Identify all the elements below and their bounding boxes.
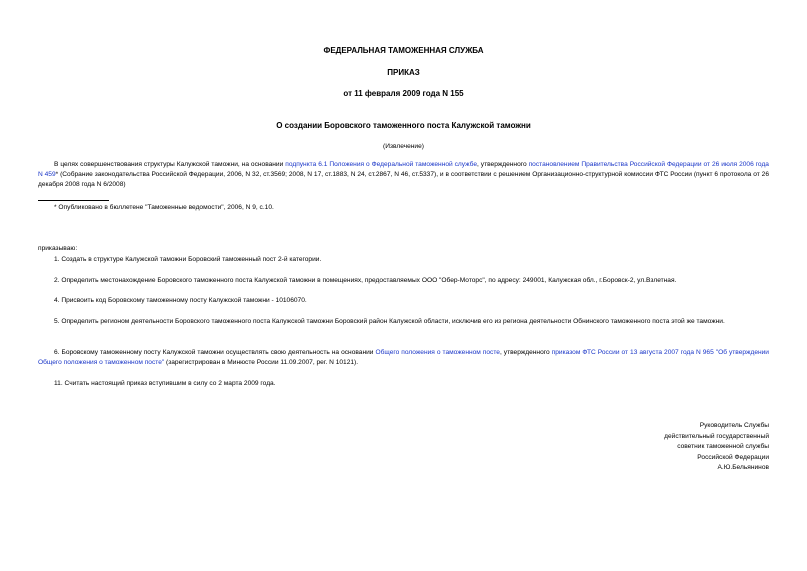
agency-heading: ФЕДЕРАЛЬНАЯ ТАМОЖЕННАЯ СЛУЖБА (323, 46, 484, 55)
order-item-2: 2. Определить местонахождение Боровского таможенного поста Калужской таможни в помещениях, предоставляемых ООО "Обер-Моторс", по адресу: 249001, Калужская обл., г.Боровск-2, ул.Взлетная. (54, 277, 677, 284)
link-general-regulation[interactable]: Общего положения о таможенном посте (375, 349, 500, 356)
order-item-5: 5. Определить регионом деятельности Боровского таможенного поста Калужской таможни Боровский район Калужской области, исключив его из региона деятельности Обнинского таможенного поста этой же таможни. (54, 318, 725, 325)
item-6-text-1: 6. Боровскому таможенному посту Калужской таможни осуществлять свою деятельность на основании (54, 349, 376, 356)
page-title: О создании Боровского таможенного поста Калужской таможни (276, 121, 531, 130)
link-fts-order-965[interactable]: приказом ФТС России от 13 августа 2007 года N 965 "Об утверждении Общего положения о таможенном посте" (38, 349, 769, 366)
document-page (38, 0, 769, 571)
intro-text-3: * (Собрание законодательства Российской Федерации, 2006, N 32, ст.3569; 2008, N 17, ст.1883, N 24, ст.2867, N 46, ст.5337), и в соответствии с решением Организационно-структурной комиссии ФТС России (пункт 6 протокола от 26 декабря 2008 года N 6/2008) (38, 171, 769, 188)
order-word: приказываю: (38, 245, 78, 252)
footnote: * Опубликовано в бюллетене "Таможенные ведомости", 2006, N 9, с.10. (54, 204, 274, 211)
signature-line-1: Руководитель Службы (699, 422, 769, 429)
signature-block (549, 421, 769, 474)
intro-text-2: , утвержденного (477, 161, 529, 168)
signature-line-2: действительный государственный (664, 432, 769, 440)
link-fts-regulation[interactable]: подпункта 6.1 Положения о Федеральной таможенной службе (285, 161, 477, 168)
order-item-1: 1. Создать в структуре Калужской таможни Боровский таможенный пост 2-й категории. (54, 256, 322, 263)
item-6-text-2: , утвержденного (499, 349, 552, 356)
document-subtitle: (Извлечение) (383, 143, 424, 150)
intro-paragraph (38, 160, 769, 190)
item-6-text-3: (зарегистрирован в Минюсте России 11.09.2007, рег. N 10121). (164, 359, 359, 366)
doc-type-heading: ПРИКАЗ (387, 68, 420, 77)
order-item-6 (38, 348, 769, 368)
signature-name: А.Ю.Бельянинов (717, 464, 769, 471)
footnote-divider (38, 200, 109, 201)
link-government-decree[interactable]: постановлением Правительства Российской Федерации от 26 июля 2006 года N 459 (38, 161, 769, 178)
signature-line-4: Российской Федерации (697, 453, 769, 461)
intro-text-1: В целях совершенствования структуры Калужской таможни, на основании (54, 161, 286, 168)
date-line: от 11 февраля 2009 года N 155 (343, 89, 464, 98)
order-item-11: 11. Считать настоящий приказ вступившим в силу со 2 марта 2009 года. (54, 380, 276, 387)
order-item-4: 4. Присвоить код Боровскому таможенному посту Калужской таможни - 10106070. (54, 297, 307, 304)
signature-line-3: советник таможенной службы (677, 443, 769, 450)
